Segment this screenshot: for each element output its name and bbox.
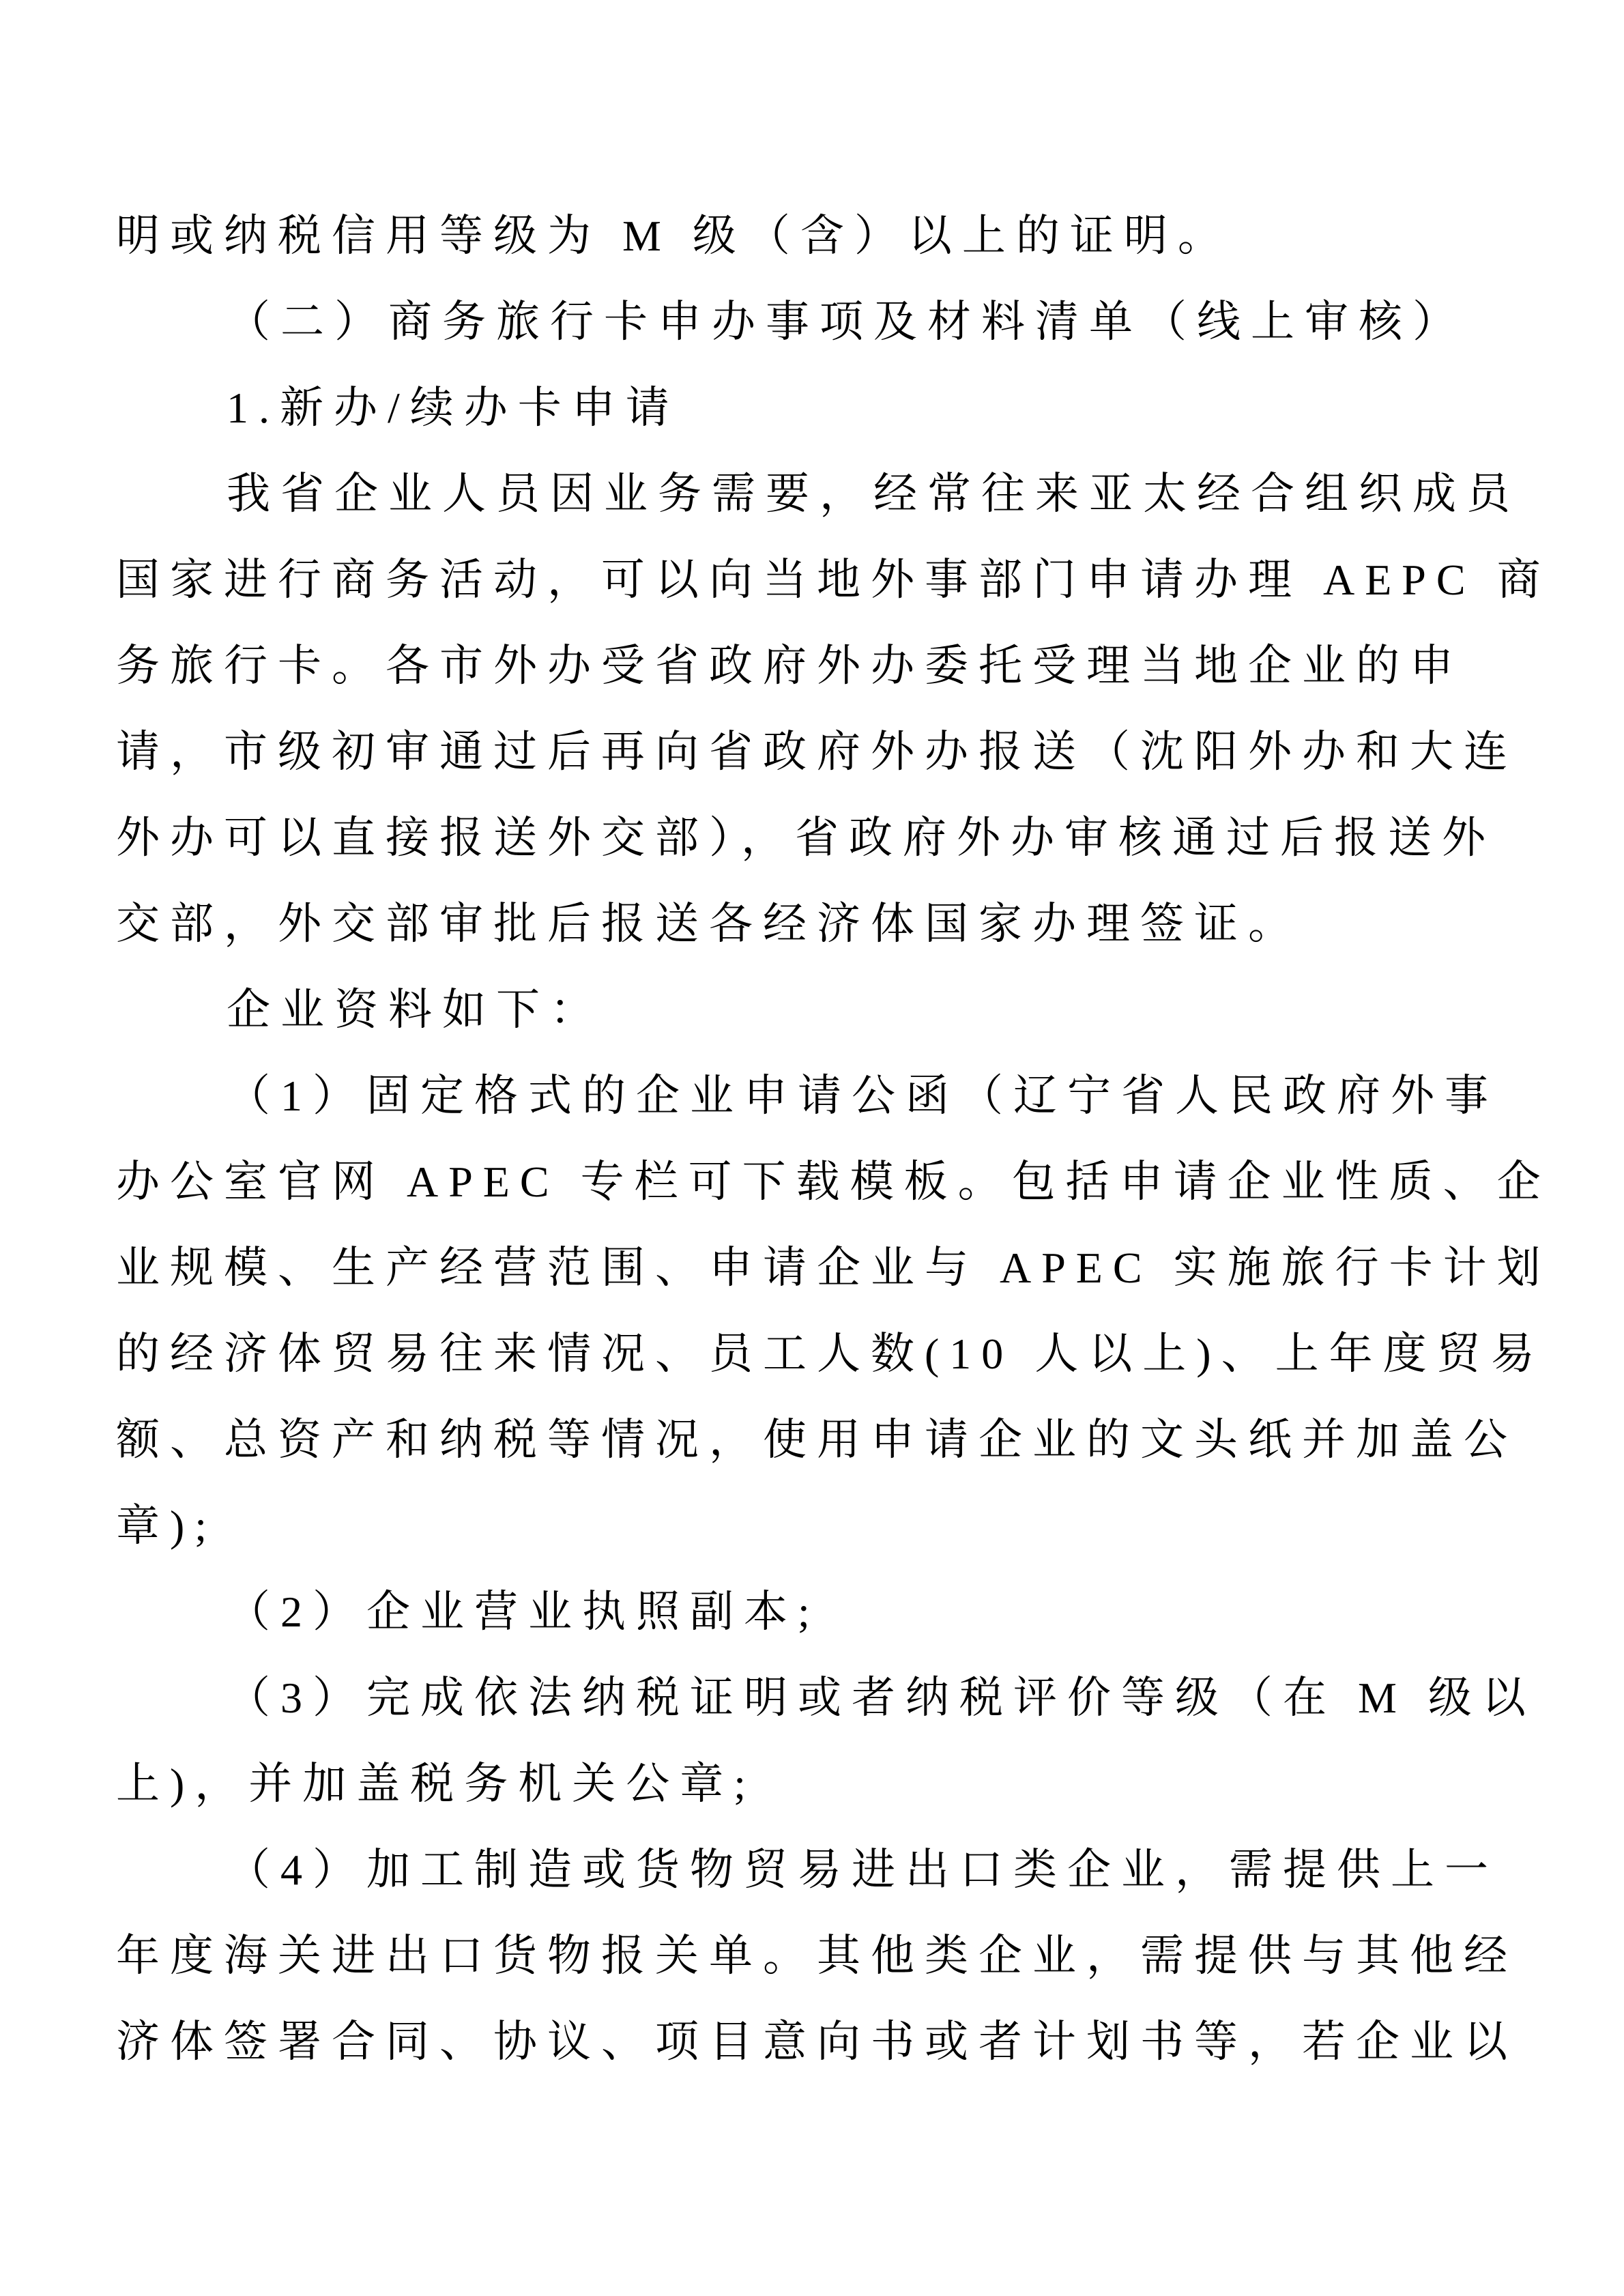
list-item-1-line-3: 业规模、生产经营范围、申请企业与 APEC 实施旅行卡计划 xyxy=(116,1244,1551,1292)
paragraph-materials-label: 企业资料如下： xyxy=(227,986,604,1034)
list-item-2: （2）企业营业执照副本; xyxy=(227,1588,820,1636)
list-item-1-line-4: 的经济体贸易往来情况、员工人数(10 人以上)、上年度贸易 xyxy=(116,1330,1545,1378)
list-item-3-line-1: （3）完成依法纳税证明或者纳税评价等级（在 M 级以 xyxy=(227,1674,1536,1722)
heading-section-2: （二）商务旅行卡申办事项及材料清单（线上审核） xyxy=(227,298,1466,346)
list-item-1-line-5: 额、总资产和纳税等情况，使用申请企业的文头纸并加盖公 xyxy=(116,1416,1518,1464)
list-item-4-line-1: （4）加工制造或货物贸易进出口类企业，需提供上一 xyxy=(227,1846,1498,1894)
list-item-1-line-2: 办公室官网 APEC 专栏可下载模板。包括申请企业性质、企 xyxy=(116,1158,1551,1206)
heading-item-1: 1.新办/续办卡申请 xyxy=(227,384,680,432)
text-line-continued: 明或纳税信用等级为 M 级（含）以上的证明。 xyxy=(116,212,1232,260)
paragraph-intro-line-2: 国家进行商务活动，可以向当地外事部门申请办理 AEPC 商 xyxy=(116,556,1551,604)
paragraph-intro-line-5: 外办可以直接报送外交部），省政府外办审核通过后报送外 xyxy=(116,814,1496,862)
document-body xyxy=(116,193,1551,2085)
list-item-1-line-6: 章); xyxy=(116,1502,218,1550)
list-item-4-line-2: 年度海关进出口货物报关单。其他类企业，需提供与其他经 xyxy=(116,1932,1518,1980)
paragraph-intro-line-6: 交部，外交部审批后报送各经济体国家办理签证。 xyxy=(116,900,1302,948)
paragraph-intro-line-3: 务旅行卡。各市外办受省政府外办委托受理当地企业的申 xyxy=(116,642,1464,690)
paragraph-intro-line-1: 我省企业人员因业务需要，经常往来亚太经合组织成员 xyxy=(227,470,1520,518)
list-item-4-line-3: 济体签署合同、协议、项目意向书或者计划书等，若企业以 xyxy=(116,2018,1518,2066)
list-item-1-line-1: （1）固定格式的企业申请公函（辽宁省人民政府外事 xyxy=(227,1072,1498,1120)
list-item-3-line-2: 上)，并加盖税务机关公章; xyxy=(116,1760,757,1808)
paragraph-intro-line-4: 请，市级初审通过后再向省政府外办报送（沈阳外办和大连 xyxy=(116,728,1518,776)
